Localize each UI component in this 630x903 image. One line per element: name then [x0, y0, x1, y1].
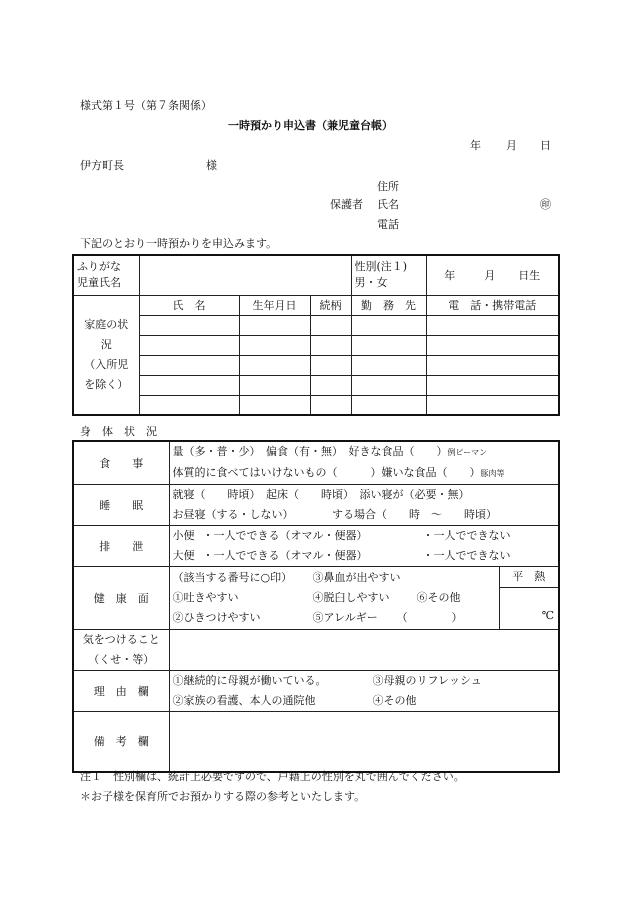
family-birth-field[interactable] [239, 315, 310, 335]
family-phone-field[interactable] [426, 375, 559, 395]
page-title: 一時預かり申込書（兼児童台帳） [228, 119, 393, 132]
guardian-label: 保護者 [330, 198, 363, 211]
health-line-1: （該当する番号に○印） ③鼻血が出やすい [172, 571, 401, 584]
health-label: 健 康 面 [73, 567, 169, 630]
family-col-phone: 電 話・携帯電話 [426, 295, 559, 315]
child-info-row [73, 255, 559, 295]
family-workplace-field[interactable] [351, 315, 426, 335]
family-workplace-field[interactable] [351, 355, 426, 375]
form-number: 様式第１号（第７条関係） [80, 99, 212, 112]
family-relation-field[interactable] [310, 375, 351, 395]
date-month-label: 月 [506, 139, 517, 152]
furigana-label: ふりがな [77, 260, 121, 274]
gender-cell[interactable] [351, 255, 426, 295]
meal-row [73, 441, 559, 485]
family-situation-label: 家庭の状 況 （入所児 を除く） [73, 295, 139, 415]
meal-line-2: 体質的に食べてはいけないもの（ ）嫌いな食品（ ）豚肉等 [172, 466, 505, 479]
reason-label: 理 由 欄 [73, 671, 169, 712]
reason-line-2: ②家族の看護、本人の通院他 ④その他 [172, 694, 417, 707]
child-name-field[interactable] [139, 255, 351, 295]
meal-example-2: 豚肉等 [480, 469, 505, 478]
table-row [73, 395, 559, 415]
birth-day-suffix: 日生 [518, 269, 541, 283]
urine-line: 小便 ・一人でできる（オマル・便器） ・一人でできない [172, 529, 511, 542]
gender-options: 男・女 [354, 276, 388, 290]
family-col-relation: 続柄 [310, 295, 351, 315]
family-phone-field[interactable] [426, 335, 559, 355]
date-year-label: 年 [470, 139, 481, 152]
family-phone-field[interactable] [426, 315, 559, 335]
child-label-cell [73, 255, 139, 295]
family-birth-field[interactable] [239, 335, 310, 355]
body-section-title: 身 体 状 況 [80, 425, 157, 438]
intro-text: 下記のとおり一時預かりを申込みます。 [80, 237, 278, 250]
health-field[interactable] [169, 567, 499, 630]
family-name-field[interactable] [139, 395, 239, 415]
table-row [73, 335, 559, 355]
family-col-birthdate: 生年月日 [239, 295, 310, 315]
family-phone-field[interactable] [426, 395, 559, 415]
remarks-label: 備 考 欄 [73, 712, 169, 772]
caution-row [73, 630, 559, 671]
child-family-table [72, 254, 560, 416]
health-line-2: ①吐きやすい ④脱臼しやすい ⑥その他 [172, 591, 461, 604]
sleep-label: 睡 眠 [73, 485, 169, 526]
seal-mark: ㊞ [540, 198, 551, 211]
table-row [73, 375, 559, 395]
family-col-workplace: 勤 務 先 [351, 295, 426, 315]
birth-month-label: 月 [484, 269, 496, 283]
gender-label: 性別(注１) [354, 260, 408, 274]
table-row [73, 315, 559, 335]
reason-line-1: ①継続的に母親が働いている。 ③母親のリフレッシュ [172, 674, 482, 687]
family-header-row [73, 295, 559, 315]
meal-example-1: 例ピーマン [447, 448, 488, 457]
sleep-line-1: 就寝（ 時頃） 起床（ 時頃） 添い寝が（必要・無） [172, 488, 470, 501]
birth-year-label: 年 [444, 269, 456, 283]
family-birth-field[interactable] [239, 395, 310, 415]
excretion-label: 排 泄 [73, 526, 169, 567]
guardian-phone-label: 電話 [377, 218, 399, 231]
guardian-address-label: 住所 [377, 180, 399, 193]
addressee-name: 伊方町長 [80, 159, 124, 172]
normal-temp-label: 平 熱 [500, 567, 559, 588]
family-name-field[interactable] [139, 335, 239, 355]
family-relation-field[interactable] [310, 355, 351, 375]
table-row [73, 355, 559, 375]
caution-field[interactable] [169, 630, 559, 671]
addressee-honorific: 様 [206, 159, 217, 172]
excretion-row [73, 526, 559, 567]
family-relation-field[interactable] [310, 335, 351, 355]
family-workplace-field[interactable] [351, 395, 426, 415]
family-relation-field[interactable] [310, 315, 351, 335]
temp-unit: ℃ [541, 609, 554, 622]
sleep-line-2: お昼寝（する・しない） する場合（ 時 〜 時頃） [172, 508, 497, 521]
note-2: ＊お子様を保育所でお預かりする際の参考といたします。 [80, 790, 366, 803]
sleep-field[interactable] [169, 485, 559, 526]
date-day-label: 日 [540, 139, 551, 152]
sleep-row [73, 485, 559, 526]
normal-temp-cell[interactable] [499, 567, 559, 630]
family-relation-field[interactable] [310, 395, 351, 415]
note-1: 注１ 性別欄は、統計上必要ですので、戸籍上の性別を丸で囲んでください。 [80, 770, 465, 783]
family-name-field[interactable] [139, 355, 239, 375]
remarks-field[interactable] [169, 712, 559, 772]
child-name-label: 児童氏名 [77, 276, 121, 290]
guardian-name-label: 氏名 [377, 198, 399, 211]
family-phone-field[interactable] [426, 355, 559, 375]
meal-label: 食 事 [73, 441, 169, 485]
reason-row [73, 671, 559, 712]
stool-line: 大便 ・一人でできる（オマル・便器） ・一人でできない [172, 549, 511, 562]
body-condition-table [72, 440, 560, 773]
caution-label: 気をつけること （くせ・等） [73, 630, 169, 671]
health-line-3: ②ひきつけやすい ⑤アレルギー （ ） [172, 611, 463, 624]
remarks-row [73, 712, 559, 772]
family-name-field[interactable] [139, 315, 239, 335]
health-row [73, 567, 559, 630]
family-workplace-field[interactable] [351, 375, 426, 395]
birth-date-field[interactable] [426, 255, 559, 295]
family-col-name: 氏 名 [139, 295, 239, 315]
meal-line-1: 量（多・普・少） 偏食（有・無） 好きな食品（ ）例ピーマン [172, 445, 488, 458]
family-birth-field[interactable] [239, 355, 310, 375]
family-birth-field[interactable] [239, 375, 310, 395]
family-workplace-field[interactable] [351, 335, 426, 355]
family-name-field[interactable] [139, 375, 239, 395]
excretion-field[interactable] [169, 526, 559, 567]
reason-field[interactable] [169, 671, 559, 712]
meal-field[interactable] [169, 441, 559, 485]
